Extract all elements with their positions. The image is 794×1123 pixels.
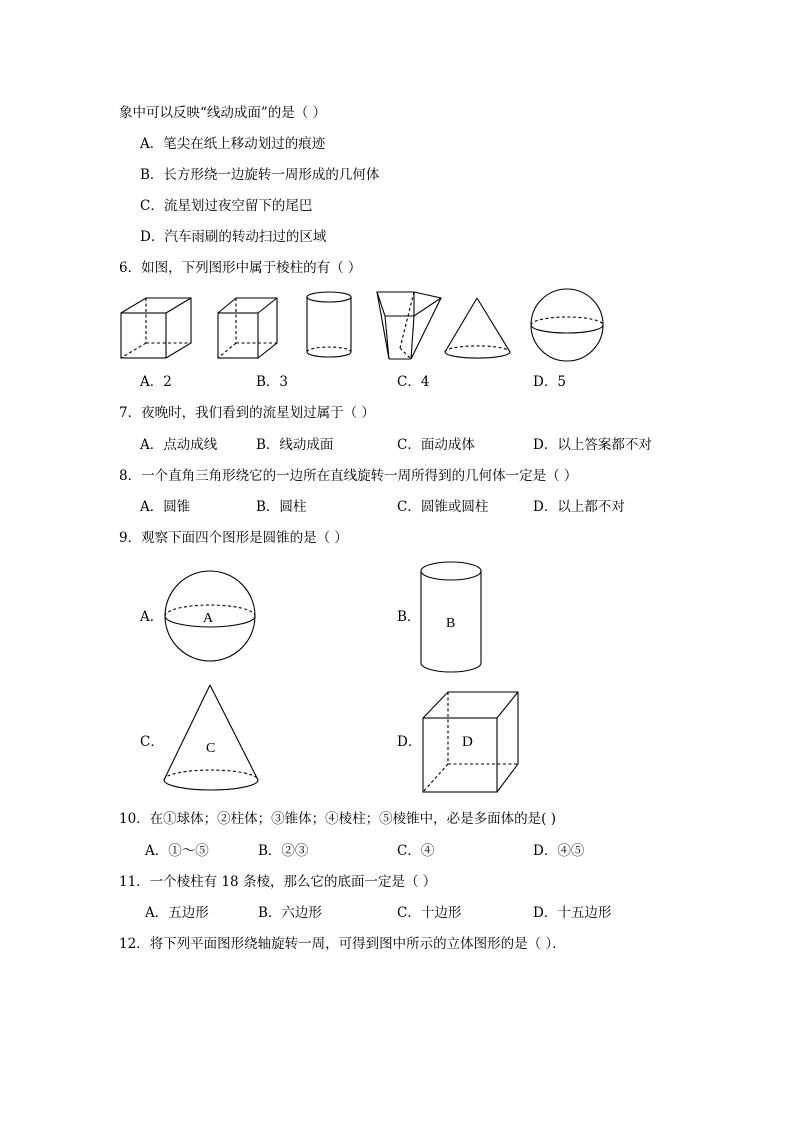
q7-option-a[interactable]: A．点动成线 [140, 437, 218, 453]
q9-figure-letter-c: C [206, 741, 216, 756]
q9-option-c-label[interactable]: C． [140, 734, 164, 750]
q10-option-d[interactable]: D．④⑤ [533, 843, 585, 859]
q9-option-d-label[interactable]: D． [397, 734, 422, 750]
q6-sphere-figure [531, 289, 603, 361]
q7-option-b[interactable]: B．线动成面 [256, 437, 334, 453]
q6-cone-figure [445, 298, 510, 358]
q12-stem: 12．将下列平面图形绕轴旋转一周，可得到图中所示的立体图形的是（ ）． [119, 936, 566, 952]
q8-stem: 8．一个直角三角形绕它的一边所在直线旋转一周所得到的几何体一定是（ ） [119, 468, 578, 484]
q5-option-d[interactable]: D．汽车雨刷的转动扫过的区域 [140, 229, 327, 245]
q6-cube-1-figure [121, 298, 191, 358]
q7-stem: 7．夜晚时，我们看到的流星划过属于（ ） [119, 405, 375, 421]
q10-option-b[interactable]: B．②③ [258, 843, 309, 859]
q5-option-a[interactable]: A．笔尖在纸上移动划过的痕迹 [140, 136, 326, 152]
q8-option-c[interactable]: C．圆锥或圆柱 [397, 499, 489, 515]
q6-cylinder-figure [307, 292, 351, 357]
q9-cube-figure [420, 690, 530, 800]
q9-cylinder-figure [418, 556, 488, 676]
q7-option-c[interactable]: C．面动成体 [397, 437, 475, 453]
q5-option-c[interactable]: C．流星划过夜空留下的尾巴 [140, 198, 313, 214]
q6-option-c[interactable]: C．4 [397, 374, 430, 390]
q8-option-a[interactable]: A．圆锥 [140, 499, 191, 515]
q11-option-a[interactable]: A．五边形 [145, 905, 209, 921]
q11-option-b[interactable]: B．六边形 [258, 905, 322, 921]
q9-sphere-figure [160, 568, 260, 668]
q11-option-c[interactable]: C．十边形 [397, 905, 462, 921]
q9-stem: 9．观察下面四个图形是圆锥的是（ ） [119, 530, 348, 546]
q7-option-d[interactable]: D．以上答案都不对 [533, 437, 652, 453]
q9-figure-letter-b: B [446, 616, 456, 631]
q6-cube-2-figure [218, 298, 277, 358]
q9-option-a-label[interactable]: A． [140, 609, 164, 625]
q9-cone-figure [160, 682, 270, 802]
q6-option-a[interactable]: A．2 [140, 374, 172, 390]
q10-option-a[interactable]: A．①～⑤ [145, 843, 209, 859]
q10-stem: 10．在①球体；②柱体；③锥体；④棱柱；⑤棱锥中，必是多面体的是( ) [119, 811, 557, 827]
q6-frustum-prism-figure [377, 292, 441, 359]
q10-option-c[interactable]: C．④ [397, 843, 435, 859]
q11-stem: 11．一个棱柱有 18 条棱，那么它的底面一定是（ ） [119, 874, 437, 890]
q6-option-b[interactable]: B．3 [256, 374, 289, 390]
q9-option-b-label[interactable]: B． [397, 609, 421, 625]
q9-figure-letter-d: D [462, 734, 473, 750]
q8-option-d[interactable]: D．以上都不对 [533, 499, 625, 515]
q8-option-b[interactable]: B．圆柱 [256, 499, 307, 515]
q11-option-d[interactable]: D．十五边形 [533, 905, 612, 921]
q6-stem: 6．如图，下列图形中属于棱柱的有（ ） [119, 260, 362, 276]
q5-option-b[interactable]: B．长方形绕一边旋转一周形成的几何体 [140, 167, 380, 183]
q5-stem: 象中可以反映“线动成面”的是（ ） [119, 105, 327, 121]
q9-figure-letter-a: A [203, 611, 214, 626]
q6-option-d[interactable]: D．5 [533, 374, 566, 390]
q6-figures [0, 288, 794, 368]
